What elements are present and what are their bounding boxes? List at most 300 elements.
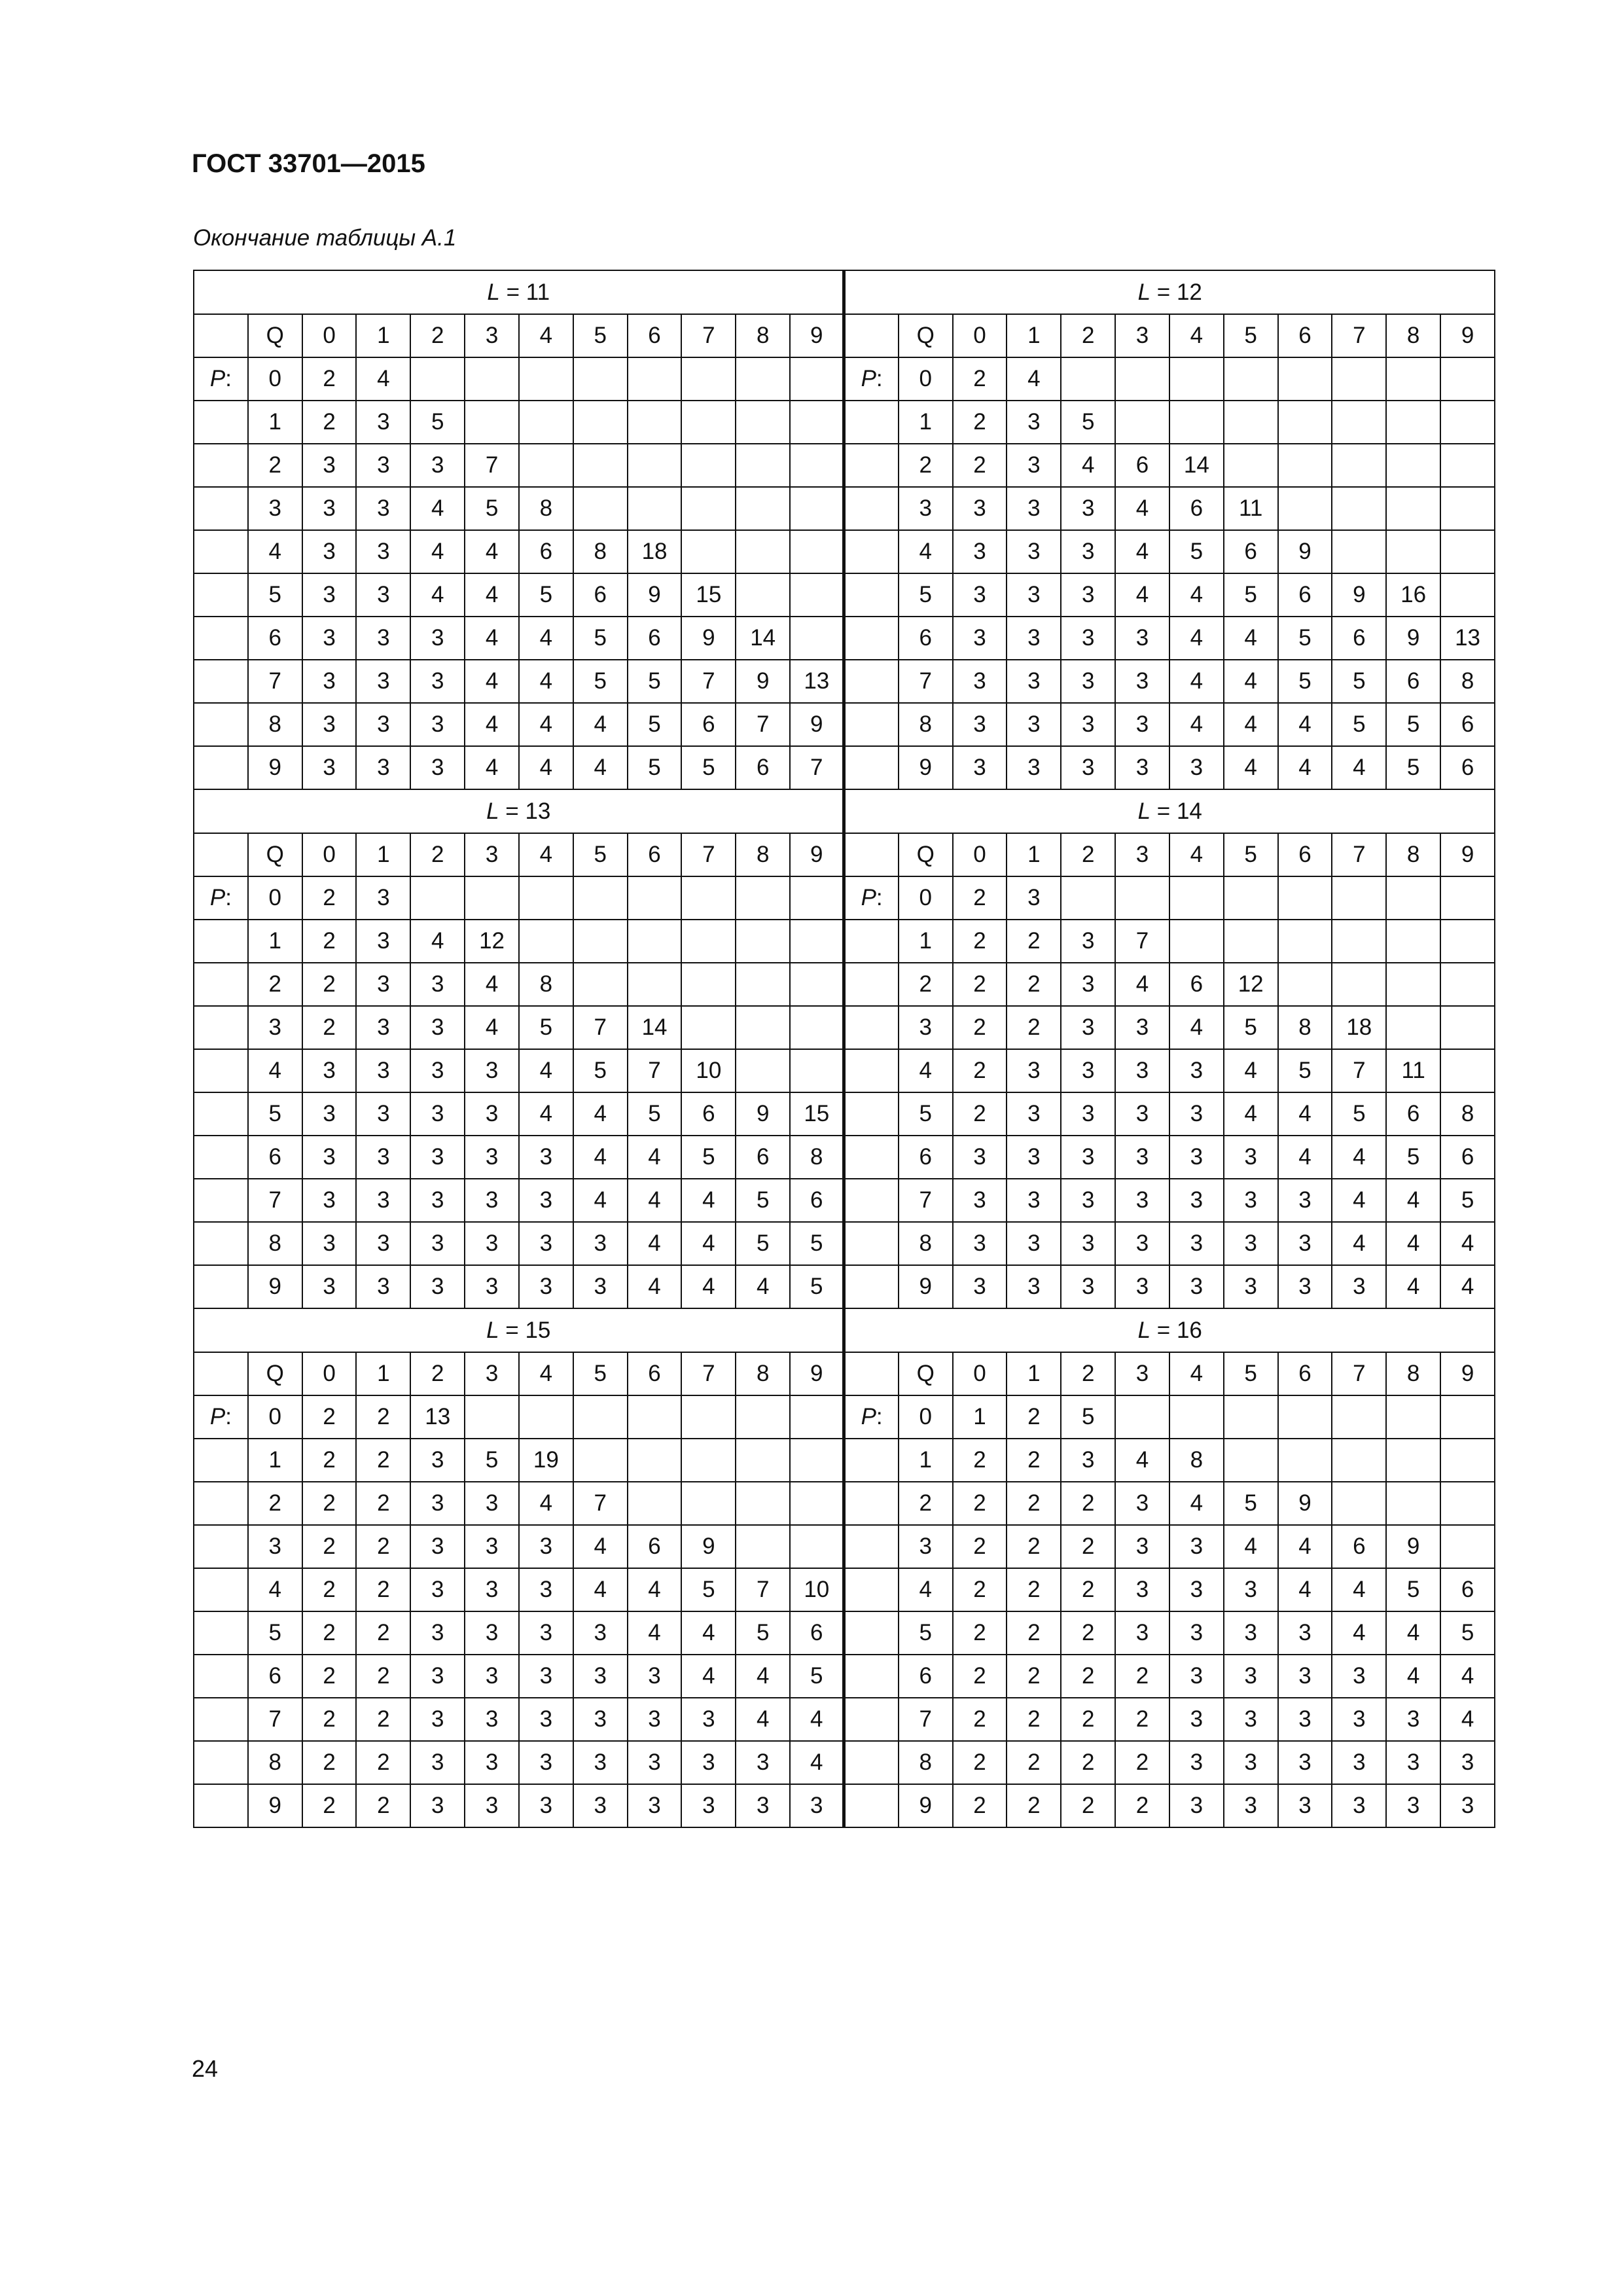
table-cell: 2 bbox=[302, 1482, 357, 1525]
q-value: 0 bbox=[953, 314, 1007, 357]
table-row bbox=[194, 357, 1495, 401]
table-cell: 4 bbox=[519, 617, 573, 660]
q-value: 6 bbox=[1278, 1352, 1332, 1395]
p-value: 1 bbox=[899, 1439, 953, 1482]
table-cell: 3 bbox=[465, 1482, 519, 1525]
table-body bbox=[194, 270, 1495, 1827]
table-cell: 5 bbox=[736, 1611, 790, 1655]
table-cell bbox=[1061, 357, 1115, 401]
q-value: 7 bbox=[681, 1352, 736, 1395]
table-cell: 3 bbox=[953, 1222, 1007, 1265]
table-row bbox=[194, 1525, 1495, 1568]
table-cell: 3 bbox=[1061, 1439, 1115, 1482]
table-cell: 9 bbox=[1386, 617, 1440, 660]
table-cell bbox=[410, 357, 465, 401]
table-cell: 5 bbox=[790, 1655, 844, 1698]
table-row bbox=[194, 1439, 1495, 1482]
table-cell: 3 bbox=[1169, 1136, 1224, 1179]
table-cell: 3 bbox=[302, 660, 357, 703]
p-label: P bbox=[861, 1404, 876, 1429]
table-cell: 3 bbox=[356, 444, 410, 487]
table-cell bbox=[1440, 963, 1495, 1006]
table-cell: 3 bbox=[1061, 746, 1115, 789]
table-cell bbox=[1386, 357, 1440, 401]
table-cell: 8 bbox=[519, 963, 573, 1006]
table-cell: 5 bbox=[1061, 401, 1115, 444]
table-cell: 4 bbox=[1169, 703, 1224, 746]
table-cell bbox=[1224, 357, 1278, 401]
table-cell bbox=[1386, 401, 1440, 444]
table-cell: 8 bbox=[1169, 1439, 1224, 1482]
p-value: 5 bbox=[248, 1611, 302, 1655]
p-label-cell bbox=[194, 357, 248, 401]
table-cell: 3 bbox=[953, 530, 1007, 573]
table-cell bbox=[1278, 401, 1332, 444]
table-cell: 5 bbox=[681, 1136, 736, 1179]
table-cell: 3 bbox=[410, 1136, 465, 1179]
q-value: 2 bbox=[1061, 1352, 1115, 1395]
table-row bbox=[194, 1611, 1495, 1655]
q-value: 1 bbox=[356, 833, 410, 876]
q-header-row bbox=[194, 314, 1495, 357]
table-cell bbox=[736, 530, 790, 573]
corner-cell bbox=[194, 314, 248, 357]
table-cell: 3 bbox=[356, 617, 410, 660]
table-cell bbox=[573, 487, 628, 530]
table-cell: 5 bbox=[790, 1222, 844, 1265]
p-value: 8 bbox=[248, 703, 302, 746]
table-row bbox=[194, 573, 1495, 617]
table-cell bbox=[1386, 530, 1440, 573]
table-cell: 2 bbox=[302, 1525, 357, 1568]
p-label-cell bbox=[194, 401, 248, 444]
table-cell: 3 bbox=[681, 1784, 736, 1827]
table-cell: 4 bbox=[410, 487, 465, 530]
table-cell: 3 bbox=[1440, 1741, 1495, 1784]
table-cell: 3 bbox=[356, 963, 410, 1006]
table-cell bbox=[1278, 444, 1332, 487]
table-cell: 3 bbox=[1061, 660, 1115, 703]
q-value: 2 bbox=[410, 833, 465, 876]
table-cell: 5 bbox=[1386, 1136, 1440, 1179]
table-cell: 2 bbox=[302, 920, 357, 963]
table-row bbox=[194, 1698, 1495, 1741]
table-cell: 3 bbox=[356, 1222, 410, 1265]
table-cell: 8 bbox=[573, 530, 628, 573]
table-cell: 3 bbox=[573, 1611, 628, 1655]
table-cell bbox=[1332, 1482, 1386, 1525]
q-value: 7 bbox=[1332, 833, 1386, 876]
p-label-cell bbox=[194, 963, 248, 1006]
table-cell: 4 bbox=[1224, 746, 1278, 789]
table-cell: 3 bbox=[1061, 1265, 1115, 1308]
table-cell: 4 bbox=[465, 746, 519, 789]
table-cell: 4 bbox=[628, 1611, 682, 1655]
table-cell: 4 bbox=[790, 1741, 844, 1784]
table-cell bbox=[1332, 876, 1386, 920]
table-cell: 2 bbox=[1061, 1784, 1115, 1827]
table-cell: 3 bbox=[1278, 1698, 1332, 1741]
p-label-cell bbox=[844, 1784, 899, 1827]
p-value: 4 bbox=[899, 1049, 953, 1092]
table-cell: 3 bbox=[519, 1179, 573, 1222]
table-cell: 3 bbox=[519, 1611, 573, 1655]
table-cell: 3 bbox=[302, 530, 357, 573]
table-row bbox=[194, 963, 1495, 1006]
table-cell: 3 bbox=[356, 401, 410, 444]
document-code: ГОСТ 33701—2015 bbox=[192, 149, 425, 178]
table-cell bbox=[681, 963, 736, 1006]
q-value: 5 bbox=[573, 833, 628, 876]
table-cell bbox=[1386, 1482, 1440, 1525]
table-cell: 3 bbox=[1007, 487, 1061, 530]
table-cell: 3 bbox=[1115, 1482, 1169, 1525]
table-cell: 5 bbox=[1224, 1006, 1278, 1049]
p-label-cell bbox=[844, 487, 899, 530]
table-cell: 3 bbox=[1386, 1784, 1440, 1827]
table-cell: 4 bbox=[1224, 703, 1278, 746]
table-cell bbox=[1115, 1395, 1169, 1439]
table-cell: 3 bbox=[1007, 1049, 1061, 1092]
table-cell: 3 bbox=[1115, 617, 1169, 660]
table-cell: 10 bbox=[681, 1049, 736, 1092]
table-cell: 2 bbox=[356, 1525, 410, 1568]
table-row bbox=[194, 1092, 1495, 1136]
corner-cell bbox=[194, 833, 248, 876]
p-label-cell bbox=[844, 1439, 899, 1482]
table-cell bbox=[1278, 963, 1332, 1006]
q-value: 8 bbox=[736, 1352, 790, 1395]
table-cell: 3 bbox=[410, 703, 465, 746]
table-row bbox=[194, 1179, 1495, 1222]
table-cell: 4 bbox=[1278, 1136, 1332, 1179]
table-cell: 8 bbox=[1278, 1006, 1332, 1049]
table-cell: 4 bbox=[736, 1655, 790, 1698]
table-cell bbox=[1115, 401, 1169, 444]
q-label: Q bbox=[248, 833, 302, 876]
table-row bbox=[194, 1049, 1495, 1092]
table-cell: 3 bbox=[302, 617, 357, 660]
table-cell bbox=[1115, 357, 1169, 401]
q-value: 0 bbox=[953, 1352, 1007, 1395]
table-cell: 3 bbox=[1169, 746, 1224, 789]
table-cell: 2 bbox=[1061, 1568, 1115, 1611]
table-cell: 6 bbox=[1440, 1568, 1495, 1611]
table-cell: 4 bbox=[628, 1265, 682, 1308]
table-cell: 4 bbox=[1224, 617, 1278, 660]
q-value: 8 bbox=[736, 314, 790, 357]
table-cell: 3 bbox=[1115, 1179, 1169, 1222]
table-cell bbox=[628, 963, 682, 1006]
p-value: 2 bbox=[248, 444, 302, 487]
table-cell bbox=[519, 444, 573, 487]
table-row bbox=[194, 920, 1495, 963]
table-cell: 2 bbox=[1007, 1611, 1061, 1655]
table-cell: 3 bbox=[1007, 876, 1061, 920]
table-cell bbox=[573, 357, 628, 401]
p-label-cell bbox=[194, 920, 248, 963]
table-cell: 3 bbox=[1278, 1784, 1332, 1827]
p-label-cell bbox=[194, 1784, 248, 1827]
p-value: 0 bbox=[899, 1395, 953, 1439]
p-label-cell bbox=[194, 1222, 248, 1265]
table-cell: 3 bbox=[356, 1179, 410, 1222]
p-value: 8 bbox=[899, 1741, 953, 1784]
table-cell bbox=[1278, 876, 1332, 920]
table-cell: 5 bbox=[628, 1092, 682, 1136]
table-cell: 3 bbox=[465, 1265, 519, 1308]
table-cell: 3 bbox=[519, 1136, 573, 1179]
table-cell: 3 bbox=[1061, 920, 1115, 963]
p-value: 9 bbox=[899, 1265, 953, 1308]
table-cell bbox=[519, 401, 573, 444]
table-cell: 3 bbox=[410, 1006, 465, 1049]
table-cell bbox=[681, 1482, 736, 1525]
q-value: 2 bbox=[1061, 314, 1115, 357]
table-cell: 3 bbox=[465, 1525, 519, 1568]
table-cell: 6 bbox=[1224, 530, 1278, 573]
table-cell: 3 bbox=[519, 1525, 573, 1568]
table-cell bbox=[1224, 1439, 1278, 1482]
table-cell: 4 bbox=[1224, 1525, 1278, 1568]
table-cell: 3 bbox=[519, 1784, 573, 1827]
p-label-cell bbox=[844, 357, 899, 401]
l-equals: = bbox=[1150, 798, 1177, 824]
table-cell bbox=[790, 617, 844, 660]
table-cell: 3 bbox=[1169, 1698, 1224, 1741]
l-value: 11 bbox=[526, 279, 550, 305]
table-cell: 2 bbox=[302, 1395, 357, 1439]
table-cell: 2 bbox=[302, 1611, 357, 1655]
table-cell: 3 bbox=[1007, 444, 1061, 487]
table-cell: 4 bbox=[681, 1655, 736, 1698]
p-colon: : bbox=[225, 885, 232, 910]
p-value: 5 bbox=[248, 573, 302, 617]
table-cell bbox=[573, 876, 628, 920]
table-cell: 2 bbox=[356, 1655, 410, 1698]
q-value: 8 bbox=[1386, 833, 1440, 876]
table-cell: 3 bbox=[302, 1049, 357, 1092]
table-cell: 4 bbox=[1332, 1136, 1386, 1179]
table-cell: 3 bbox=[1007, 660, 1061, 703]
table-cell: 4 bbox=[465, 703, 519, 746]
table-cell: 6 bbox=[790, 1179, 844, 1222]
table-cell: 3 bbox=[1007, 1092, 1061, 1136]
table-cell: 3 bbox=[1061, 963, 1115, 1006]
table-cell bbox=[1386, 876, 1440, 920]
table-cell: 2 bbox=[356, 1482, 410, 1525]
p-value: 4 bbox=[899, 530, 953, 573]
table-cell bbox=[465, 1395, 519, 1439]
table-cell: 19 bbox=[519, 1439, 573, 1482]
table-cell bbox=[1440, 573, 1495, 617]
table-cell: 3 bbox=[1224, 1222, 1278, 1265]
p-label-cell bbox=[194, 1611, 248, 1655]
table-cell: 12 bbox=[465, 920, 519, 963]
table-cell bbox=[1332, 487, 1386, 530]
table-cell: 3 bbox=[1007, 1222, 1061, 1265]
table-cell: 2 bbox=[1007, 1784, 1061, 1827]
p-value: 8 bbox=[248, 1222, 302, 1265]
q-value: 3 bbox=[1115, 314, 1169, 357]
table-cell bbox=[736, 357, 790, 401]
table-cell: 5 bbox=[573, 660, 628, 703]
table-cell: 3 bbox=[1224, 1784, 1278, 1827]
table-cell: 2 bbox=[302, 357, 357, 401]
p-label-cell bbox=[844, 1136, 899, 1179]
table-cell: 3 bbox=[465, 1568, 519, 1611]
table-cell: 3 bbox=[410, 746, 465, 789]
table-cell: 3 bbox=[1007, 617, 1061, 660]
p-value: 6 bbox=[899, 1136, 953, 1179]
table-cell: 3 bbox=[1386, 1698, 1440, 1741]
corner-cell bbox=[194, 1352, 248, 1395]
table-cell: 3 bbox=[410, 660, 465, 703]
table-cell: 3 bbox=[1115, 1611, 1169, 1655]
table-cell: 3 bbox=[410, 1179, 465, 1222]
table-cell: 8 bbox=[790, 1136, 844, 1179]
table-cell: 2 bbox=[1061, 1655, 1115, 1698]
q-value: 2 bbox=[1061, 833, 1115, 876]
q-value: 6 bbox=[628, 833, 682, 876]
table-cell: 4 bbox=[628, 1136, 682, 1179]
table-cell: 4 bbox=[1440, 1222, 1495, 1265]
table-cell: 6 bbox=[1440, 703, 1495, 746]
p-label-cell bbox=[194, 1006, 248, 1049]
table-cell: 3 bbox=[1332, 1698, 1386, 1741]
table-cell: 3 bbox=[1224, 1179, 1278, 1222]
table-cell: 5 bbox=[736, 1222, 790, 1265]
table-cell: 3 bbox=[1115, 1568, 1169, 1611]
table-cell: 3 bbox=[519, 1265, 573, 1308]
table-cell: 3 bbox=[302, 1265, 357, 1308]
p-value: 7 bbox=[248, 660, 302, 703]
table-cell: 3 bbox=[410, 1655, 465, 1698]
table-cell: 3 bbox=[1061, 1179, 1115, 1222]
table-cell: 2 bbox=[356, 1439, 410, 1482]
table-cell: 5 bbox=[1332, 1092, 1386, 1136]
table-cell: 3 bbox=[1278, 1655, 1332, 1698]
table-cell: 3 bbox=[519, 1222, 573, 1265]
table-cell: 5 bbox=[1278, 1049, 1332, 1092]
table-cell bbox=[1224, 1395, 1278, 1439]
table-cell: 3 bbox=[573, 1222, 628, 1265]
p-label-cell bbox=[844, 1179, 899, 1222]
p-colon: : bbox=[225, 1404, 232, 1429]
p-label-cell bbox=[194, 1179, 248, 1222]
table-cell: 4 bbox=[1115, 573, 1169, 617]
q-value: 8 bbox=[1386, 314, 1440, 357]
table-cell: 3 bbox=[1386, 1741, 1440, 1784]
table-cell bbox=[1115, 876, 1169, 920]
l-header-cell bbox=[844, 270, 1495, 314]
p-value: 8 bbox=[248, 1741, 302, 1784]
p-label-cell bbox=[194, 1136, 248, 1179]
p-value: 9 bbox=[248, 746, 302, 789]
p-value: 5 bbox=[248, 1092, 302, 1136]
table-cell: 2 bbox=[1007, 1698, 1061, 1741]
table-cell: 13 bbox=[1440, 617, 1495, 660]
table-cell: 2 bbox=[302, 1741, 357, 1784]
table-cell: 3 bbox=[1115, 1265, 1169, 1308]
table-cell bbox=[1224, 444, 1278, 487]
table-cell bbox=[573, 963, 628, 1006]
p-label-cell bbox=[194, 573, 248, 617]
table-cell: 3 bbox=[1061, 703, 1115, 746]
table-cell bbox=[681, 920, 736, 963]
table-cell bbox=[1386, 487, 1440, 530]
table-row bbox=[194, 487, 1495, 530]
table-cell: 4 bbox=[681, 1179, 736, 1222]
table-cell bbox=[790, 1482, 844, 1525]
table-cell: 4 bbox=[465, 963, 519, 1006]
q-value: 1 bbox=[1007, 1352, 1061, 1395]
table-cell: 2 bbox=[953, 401, 1007, 444]
q-value: 0 bbox=[302, 314, 357, 357]
l-symbol: L bbox=[1137, 279, 1151, 305]
table-row bbox=[194, 1006, 1495, 1049]
table-cell: 3 bbox=[356, 1136, 410, 1179]
table-cell: 3 bbox=[1278, 1222, 1332, 1265]
table-cell: 3 bbox=[1278, 1611, 1332, 1655]
table-cell: 4 bbox=[1386, 1611, 1440, 1655]
p-value: 7 bbox=[899, 1179, 953, 1222]
table-cell: 8 bbox=[519, 487, 573, 530]
l-symbol: L bbox=[486, 1317, 499, 1343]
table-cell bbox=[736, 573, 790, 617]
table-cell: 5 bbox=[573, 1049, 628, 1092]
q-label: Q bbox=[899, 833, 953, 876]
p-label-cell bbox=[194, 1092, 248, 1136]
q-label: Q bbox=[899, 314, 953, 357]
table-cell: 14 bbox=[628, 1006, 682, 1049]
q-value: 7 bbox=[1332, 1352, 1386, 1395]
table-cell: 3 bbox=[356, 660, 410, 703]
table-cell: 3 bbox=[1169, 1092, 1224, 1136]
table-cell: 3 bbox=[736, 1784, 790, 1827]
l-value: 13 bbox=[525, 798, 551, 824]
table-cell: 2 bbox=[1007, 1655, 1061, 1698]
table-cell: 7 bbox=[573, 1006, 628, 1049]
table-cell: 3 bbox=[1061, 1136, 1115, 1179]
p-colon: : bbox=[225, 366, 232, 391]
table-cell bbox=[1332, 357, 1386, 401]
table-cell: 3 bbox=[302, 444, 357, 487]
table-cell bbox=[681, 876, 736, 920]
p-label-cell bbox=[844, 1395, 899, 1439]
l-equals: = bbox=[499, 279, 526, 305]
table-cell: 12 bbox=[1224, 963, 1278, 1006]
table-cell bbox=[1440, 1525, 1495, 1568]
table-cell: 3 bbox=[410, 444, 465, 487]
q-value: 1 bbox=[356, 314, 410, 357]
table-cell: 3 bbox=[1169, 1222, 1224, 1265]
table-cell: 7 bbox=[1332, 1049, 1386, 1092]
table-cell: 3 bbox=[465, 1049, 519, 1092]
table-cell: 2 bbox=[1061, 1525, 1115, 1568]
table-cell: 6 bbox=[1440, 1136, 1495, 1179]
table-cell: 2 bbox=[1115, 1741, 1169, 1784]
table-cell: 4 bbox=[519, 660, 573, 703]
table-cell: 9 bbox=[736, 1092, 790, 1136]
corner-cell bbox=[844, 1352, 899, 1395]
table-cell: 3 bbox=[1115, 1092, 1169, 1136]
table-cell: 3 bbox=[1278, 1265, 1332, 1308]
table-cell bbox=[681, 530, 736, 573]
table-cell bbox=[1278, 920, 1332, 963]
table-cell: 4 bbox=[573, 746, 628, 789]
table-cell: 5 bbox=[1061, 1395, 1115, 1439]
